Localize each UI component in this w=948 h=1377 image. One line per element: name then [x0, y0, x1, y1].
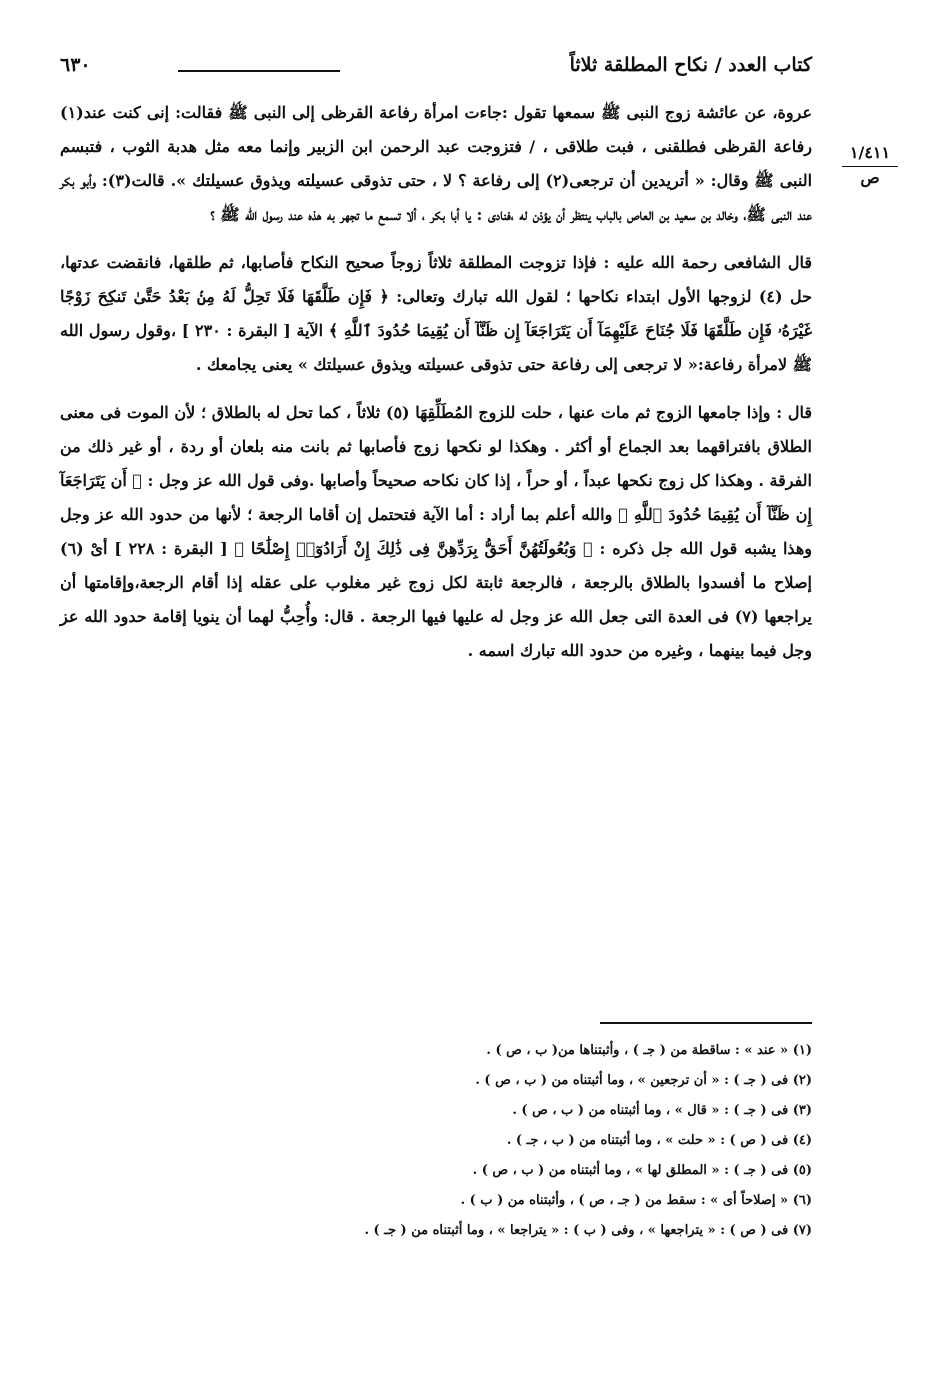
footnote-5: (٥) فى ( جـ ) : « المطلق لها » ، وما أثبتناه من ( ب ، ص ) . — [472, 1163, 812, 1178]
footnote-4: (٤) فى ( ص ) : « حلت » ، وما أثبتناه من ( ب ، جـ ) . — [506, 1133, 812, 1148]
footnote-6: (٦) « إصلاحاً أى » : سقط من ( جـ ، ص ) ، وأثبتناه من ( ب ) . — [460, 1193, 812, 1208]
page-header — [60, 48, 812, 88]
margin-reference-manuscript: ص — [860, 168, 880, 187]
paragraph-text: عروة، عن عائشة زوج النبى ﷺ سمعها تقول :جاءت امرأة رفاعة القرظى إلى النبى ﷺ فقالت: إنى كنت عند(١) رفاعة القرظى فطلقنى ، فبت طلاقى ، / فتزوجت عبد الرحمن ابن الزبير وإنما معه مثل هدبة الثوب ، فتبسم النبى ﷺ وقال: « أتريدين أن ترجعى(٢) إلى رفاعة ؟ لا ، حتى تذوقى عسيلته ويذوق عسيلتك ». قالت(٣): وأبو بكر عند النبى ﷺ، وخالد بن سعيد بن العاص بالباب ينتظر أن يؤذن له ،فنادى : يا أبا بكر ، ألا تسمع ما تجهر به هذه عند رسول الله ﷺ ؟ — [60, 103, 813, 224]
running-title: كتاب العدد / نكاح المطلقة ثلاثاً — [569, 54, 812, 76]
footnote-3: (٣) فى ( جـ ) : « قال » ، وما أثبتناه من ( ب ، ص ) . — [512, 1103, 812, 1118]
paragraph-2 — [60, 246, 812, 382]
header-rule — [178, 70, 340, 72]
margin-reference-folio: ١/٤١١ — [842, 142, 898, 167]
footnote-2: (٢) فى ( جـ ) : « أن ترجعين » ، وما أثبتناه من ( ب ، ص ) . — [475, 1073, 812, 1088]
footnote-1: (١) « عند » : ساقطة من ( جـ ) ، وأثبتناها من( ب ، ص ) . — [486, 1043, 812, 1058]
main-text — [60, 96, 812, 682]
paragraph-text: : وإذا جامعها الزوج ثم مات عنها ، حلت للزوج المُطَلِّقِهَا (٥) ثلاثاً ، كما تحل له بالطلاق ؛ لأن الموت فى معنى الطلاق بافتراقهما بعد الجماع أو أكثر . وهكذا لو نكحها زوج فأصابها ثم بانت منه بلعان أو ردة ، أو غير ذلك من الفرقة . وهكذا كل زوج نكحها عبداً ، أو حراً ، إذا كان نكاحه صحيحاً وأصابها .وفى قول الله عز وجل : ﴿ أَن يَتَرَاجَعَآ إِن ظَنَّآ أَن يُقِيمَا حُدُودَ ٱللَّهِ ﴾ والله أعلم بما أراد : أما الآية فتحتمل إن أقاما الرجعة ؛ لأنها من حدود الله عز وجل وهذا يشبه قول الله جل ذكره : ﴿ وَبُعُولَتُهُنَّ أَحَقُّ بِرَدِّهِنَّ فِى ذَٰلِكَ إِنْ أَرَادُوٓا۟ إِصْلَٰحًا ﴾ [ البقرة : ٢٢٨ ] أىْ (٦) إصلاح ما أفسدوا بالطلاق بالرجعة ، فالرجعة ثابتة لكل زوج غير مغلوب على عقله إذا أقام الرجعة،وإقامتها أن يراجعها (٧) فى العدة التى جعل الله عز وجل له عليها فيها الرجعة . قال: وأُحِبُّ لهما أن ينويا إقامة حدود الله عز وجل فيما بينهما ، وغيره من حدود الله تبارك اسمه . — [60, 403, 812, 660]
paragraph-3 — [60, 396, 812, 668]
footnote-rule — [600, 1022, 812, 1024]
margin-reference — [842, 142, 898, 189]
page-number: ٦٣٠ — [60, 54, 91, 76]
paragraph-lead: قال — [787, 403, 812, 422]
footnote-7: (٧) فى ( ص ) : « يتراجعها » ، وفى ( ب ) : « يتراجعا » ، وما أثبتناه من ( جـ ) . — [364, 1223, 812, 1238]
paragraph-1 — [60, 96, 812, 232]
footnotes — [200, 1036, 812, 1246]
paragraph-lead: قال الشافعى — [723, 253, 812, 272]
paragraph-text: رحمة الله عليه : فإذا تزوجت المطلقة ثلاثاً زوجاً صحيح النكاح فأصابها، ثم طلقها، فانقضت عدتها، حل (٤) لزوجها الأول ابتداء نكاحها ؛ لقول الله تبارك وتعالى: ﴿ فَإِن طَلَّقَهَا فَلَا تَحِلُّ لَهُ مِنۢ بَعْدُ حَتَّىٰ تَنكِحَ زَوْجًا غَيْرَهُۥ فَإِن طَلَّقَهَا فَلَا جُنَاحَ عَلَيْهِمَآ أَن يَتَرَاجَعَآ إِن ظَنَّآ أَن يُقِيمَا حُدُودَ ٱللَّهِ ﴾ الآية [ البقرة : ٢٣٠ ] ،وقول رسول الله ﷺ لامرأة رفاعة:« لا ترجعى إلى رفاعة حتى تذوقى عسيلته ويذوق عسيلتك » يعنى يجامعك . — [60, 253, 813, 374]
